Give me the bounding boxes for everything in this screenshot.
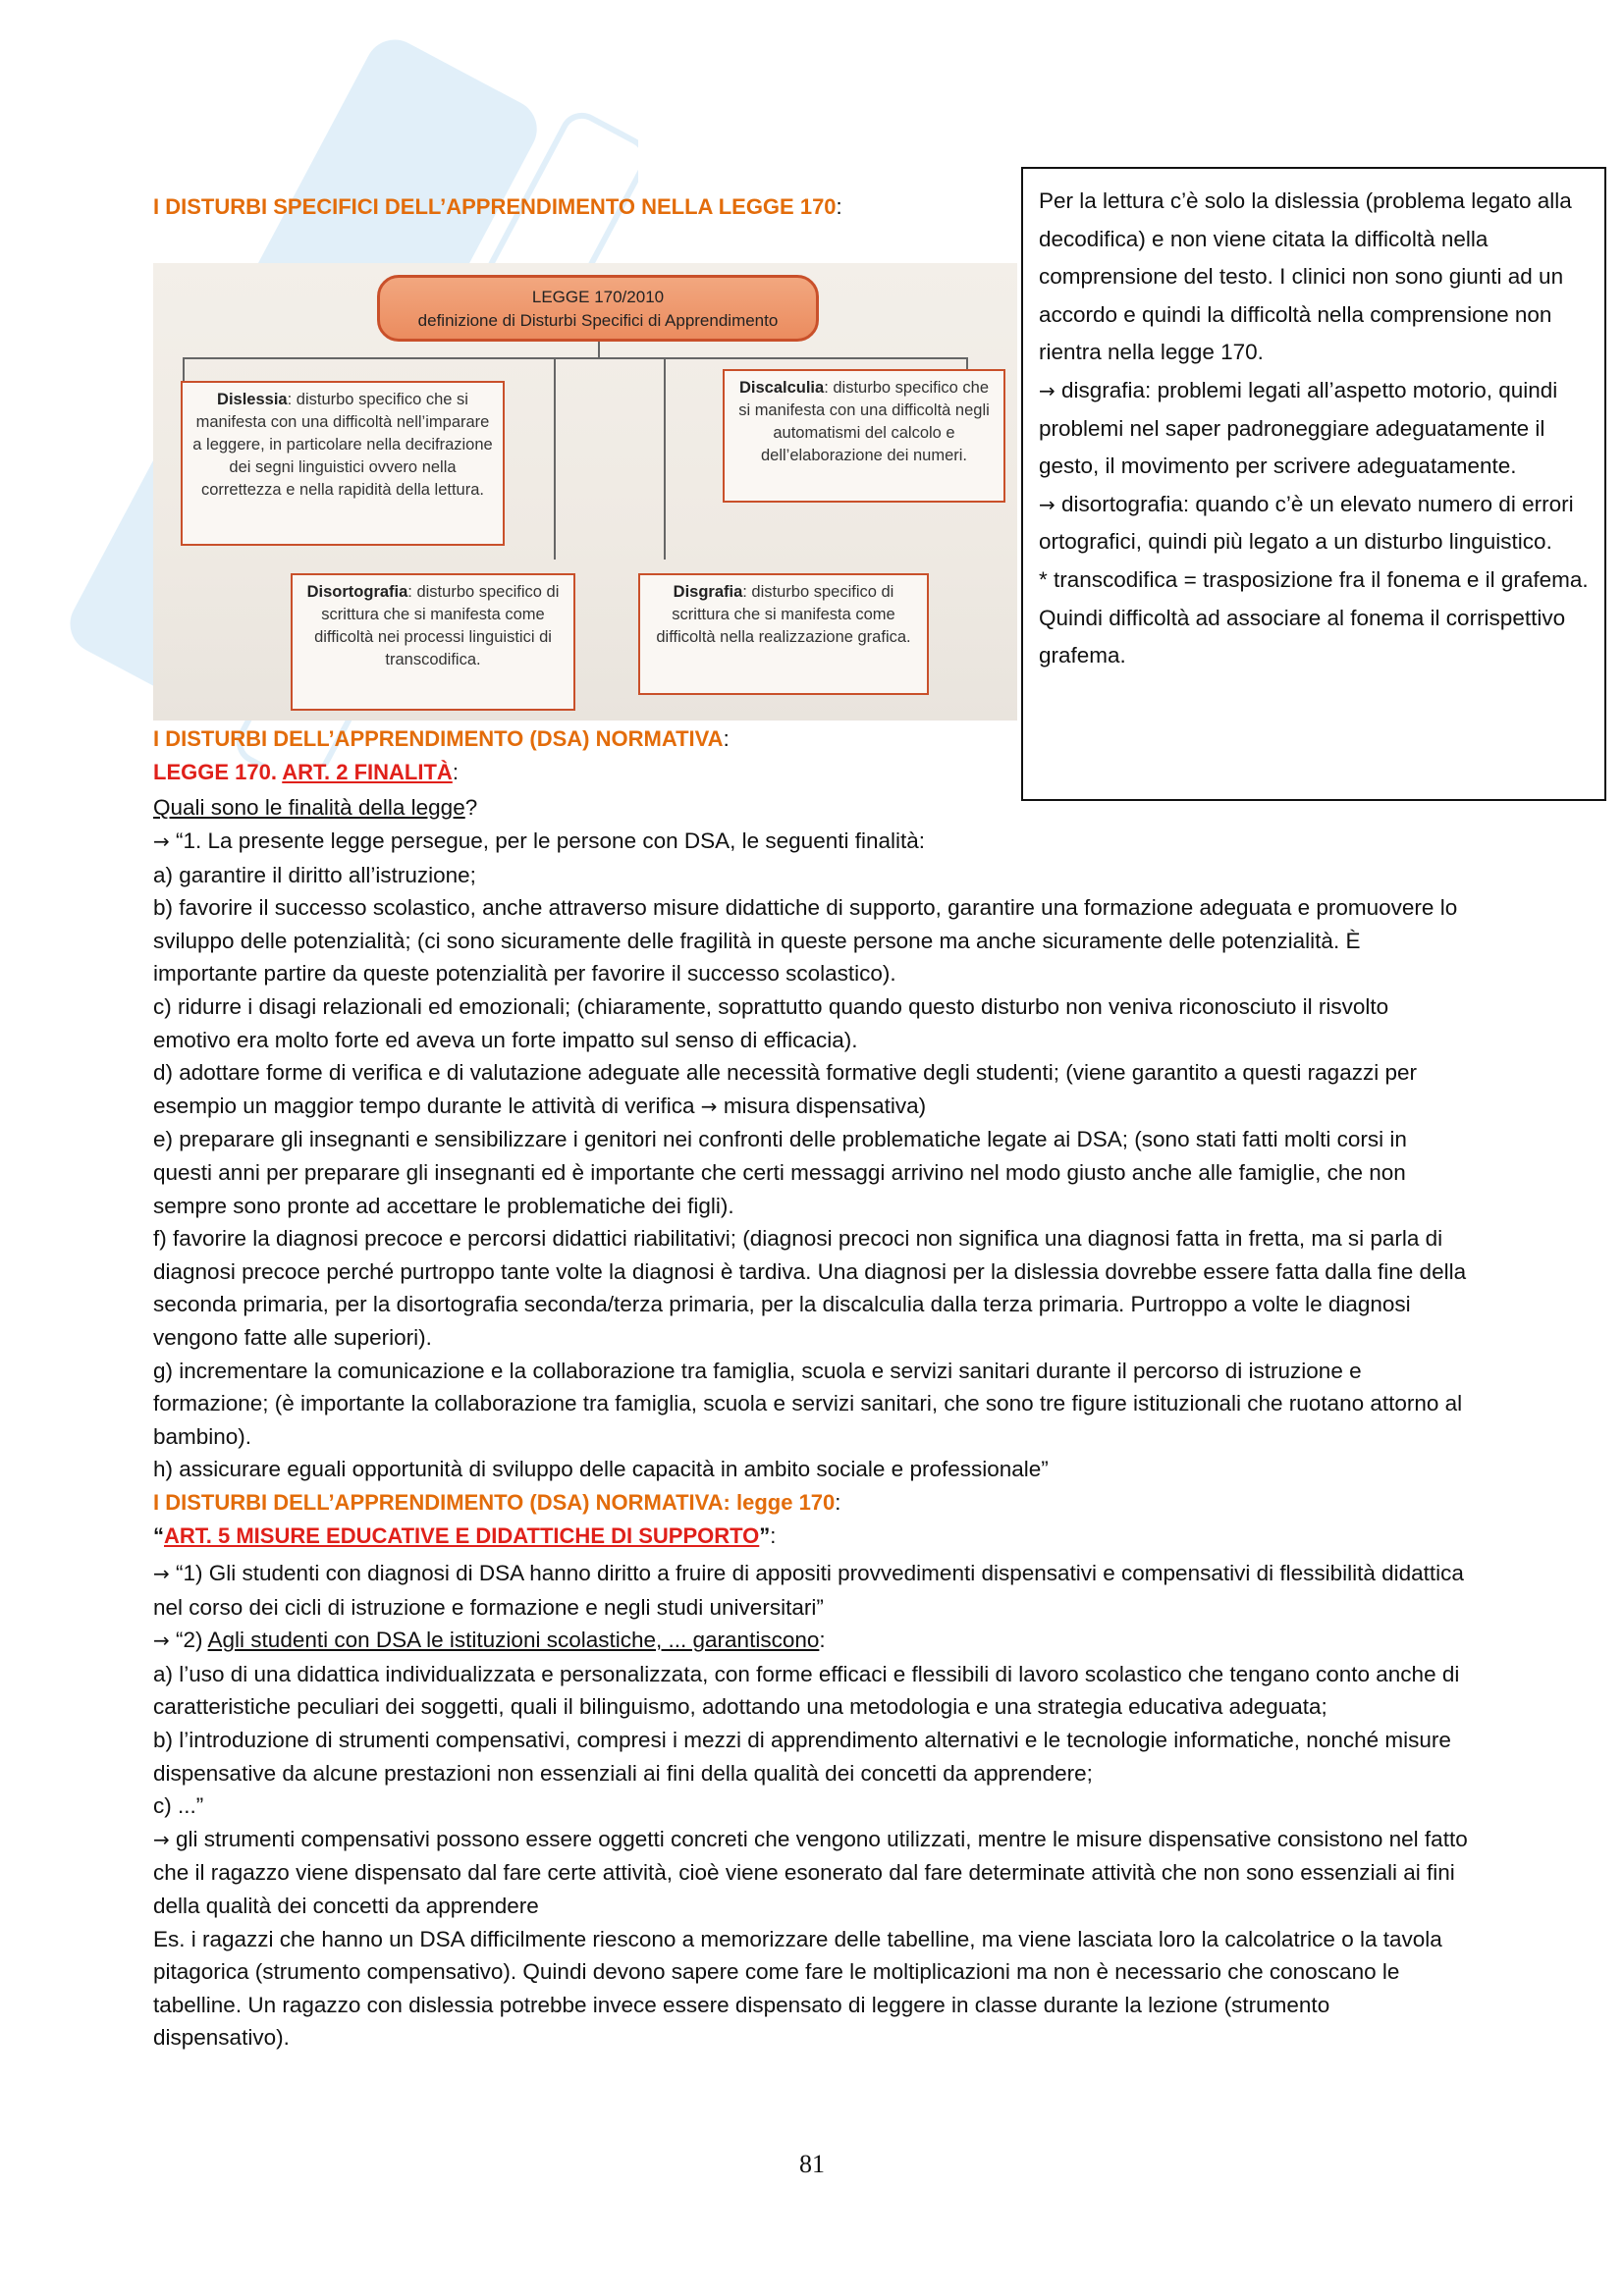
- section-heading-art2: LEGGE 170. ART. 2 FINALITÀ:: [153, 760, 459, 784]
- arrow-icon: →: [1039, 378, 1056, 402]
- arrow-icon: →: [1039, 492, 1056, 516]
- art5-note-strumenti: → gli strumenti compensativi possono essere oggetti concreti che vengono utilizzati, mentre le misure dispensative consistono nel fatto che il ragazzo viene dispensato dal fare certe attività, cioè viene esonerato dal fare determinate attività che non sono essenziali ai fini della qualità dei concetti da apprendere: [153, 1826, 1468, 1918]
- arrow-icon: →: [700, 1094, 718, 1118]
- section-heading-disturbi-legge-170: I DISTURBI SPECIFICI DELL’APPRENDIMENTO NELLA LEGGE 170:: [153, 194, 842, 219]
- section-heading-art5: “ART. 5 MISURE EDUCATIVE E DIDATTICHE DI SUPPORTO”:: [153, 1523, 777, 1548]
- diagram-box-disortografia: Disortografia: disturbo specifico di scrittura che si manifesta come difficoltà nei processi linguistici di transcodifica.: [291, 573, 575, 711]
- art5-example: Es. i ragazzi che hanno un DSA difficilmente riescono a memorizzare delle tabelline, ma viene lasciata loro la calcolatrice o la tavola pitagorica (strumento compensativo). Quindi devono sapere come fare le moltiplicazioni ma non è necessario che conoscano le tabelline. Un ragazzo con dislessia potrebbe invece essere dispensato di leggere in classe durante la lezione (strumento dispensativo).: [153, 1926, 1442, 2051]
- art5-item-a: a) l’uso di una didattica individualizzata e personalizzata, con forme efficaci e flessibili di lavoro scolastico che tengano conto anche di caratteristiche peculiari dei soggetti, quali il bilinguismo, adottando una metodologia e una strategia educativa adeguata;: [153, 1661, 1460, 1720]
- art2-text: [153, 825, 1469, 1486]
- art2-item-c: c) ridurre i disagi relazionali ed emozionali; (chiaramente, soprattutto quando questo disturbo non veniva riconosciuto il risvolto emotivo era molto forte ed aveva un forte impatto sul senso di efficacia).: [153, 993, 1389, 1052]
- art2-item-e: e) preparare gli insegnanti e sensibilizzare i genitori nei confronti delle problematiche legate ai DSA; (sono stati fatti molti corsi in questi anni per preparare gli insegnanti ed è importante che certi messaggi arrivino nel modo giusto anche alle famiglie, che non sempre sono pronte ad accettare le problematiche dei figli).: [153, 1127, 1407, 1218]
- dsa-definition-diagram: [153, 263, 1017, 721]
- diagram-box-discalculia: Discalculia: disturbo specifico che si manifesta con una difficoltà negli automatismi del calcolo e dell’elaborazione dei numeri.: [723, 369, 1005, 503]
- art2-item-f: f) favorire la diagnosi precoce e percorsi didattici riabilitativi; (diagnosi precoci non significa una diagnosi fatta in fretta, ma si parla di diagnosi precoce perché purtroppo tante volte la diagnosi è tardiva. Una diagnosi per la dislessia dovrebbe essere fatta dalla fine della seconda primaria, per la disortografia seconda/terza primaria, per la discalculia dalla terza primaria. Purtroppo a volte le diagnosi vengono fatte alle superiori).: [153, 1226, 1467, 1350]
- diagram-box-dislessia: Dislessia: disturbo specifico che si manifesta con una difficoltà nell’imparare a leggere, in particolare nella decifrazione dei segni linguistici ovvero nella correttezza e nella rapidità della lettura.: [181, 381, 505, 546]
- art2-intro: → “1. La presente legge persegue, per le persone con DSA, le seguenti finalità:: [153, 828, 926, 853]
- arrow-icon: →: [153, 1562, 170, 1585]
- art5-item-c: c) ...”: [153, 1793, 204, 1819]
- side-note-lettura: Per la lettura c’è solo la dislessia (problema legato alla decodifica) e non viene citata la difficoltà nella comprensione del testo. I clinici non sono giunti ad un accordo e quindi la difficoltà nella comprensione non rientra nella legge 170.: [1039, 188, 1572, 365]
- art5-item-b: b) l’introduzione di strumenti compensativi, compresi i mezzi di apprendimento alternativi e le tecnologie informatiche, nonché misure dispensative da alcune prestazioni non essenziali ai fini della qualità dei concetti da apprendere;: [153, 1727, 1451, 1786]
- side-note-box: [1021, 167, 1606, 801]
- art5-comma-2: → “2) Agli studenti con DSA le istituzioni scolastiche, ... garantiscono:: [153, 1628, 826, 1653]
- diagram-box-disgrafia: Disgrafia: disturbo specifico di scrittura che si manifesta come difficoltà nella realizzazione grafica.: [638, 573, 929, 695]
- section-heading-normativa: I DISTURBI DELL’APPRENDIMENTO (DSA) NORMATIVA:: [153, 726, 730, 751]
- arrow-icon: →: [153, 1827, 170, 1851]
- question-finalita: Quali sono le finalità della legge?: [153, 795, 478, 820]
- diagram-title: LEGGE 170/2010 definizione di Disturbi Specifici di Apprendimento: [377, 275, 819, 342]
- art5-comma-1: → “1) Gli studenti con diagnosi di DSA hanno diritto a fruire di appositi provvedimenti dispensativi e compensativi di flessibilità didattica nel corso dei cicli di istruzione e formazione e negli studi universitari”: [153, 1561, 1464, 1620]
- art2-item-b: b) favorire il successo scolastico, anche attraverso misure didattiche di supporto, garantire una formazione adeguata e promuovere lo sviluppo delle potenzialità; (ci sono sicuramente delle fragilità in queste persone ma anche sicuramente delle potenzialità. È importante partire da queste potenzialità per favorire il successo scolastico).: [153, 895, 1458, 987]
- art2-item-g: g) incrementare la comunicazione e la collaborazione tra famiglia, scuola e servizi sanitari durante il percorso di istruzione e formazione; (è importante la collaborazione tra famiglia, scuola e servizi sanitari, che sono tre figure istituzionali che ruotano attorno al bambino).: [153, 1358, 1463, 1449]
- arrow-icon: →: [153, 829, 170, 853]
- arrow-icon: →: [153, 1629, 170, 1653]
- art2-item-h: h) assicurare eguali opportunità di sviluppo delle capacità in ambito sociale e professionale”: [153, 1457, 1049, 1482]
- side-note-disgrafia: → disgrafia: problemi legati all’aspetto motorio, quindi problemi nel saper padroneggiare adeguatamente il gesto, il movimento per scrivere adeguatamente.: [1039, 377, 1558, 479]
- side-note-transcodifica: * transcodifica = trasposizione fra il fonema e il grafema. Quindi difficoltà ad associare al fonema il corrispettivo grafema.: [1039, 566, 1589, 668]
- art2-item-a: a) garantire il diritto all’istruzione;: [153, 862, 476, 887]
- page-number: 81: [799, 2150, 825, 2178]
- side-note-disortografia: → disortografia: quando c’è un elevato numero di errori ortografici, quindi più legato a un disturbo linguistico.: [1039, 491, 1574, 555]
- art5-text: [153, 1557, 1469, 2055]
- art2-item-d: d) adottare forme di verifica e di valutazione adeguate alle necessità formative degli studenti; (viene garantito a questi ragazzi per esempio un maggior tempo durante le attività di verifica → misura dispensativa): [153, 1060, 1417, 1118]
- section-heading-normativa-legge-170: I DISTURBI DELL’APPRENDIMENTO (DSA) NORMATIVA: legge 170:: [153, 1490, 841, 1515]
